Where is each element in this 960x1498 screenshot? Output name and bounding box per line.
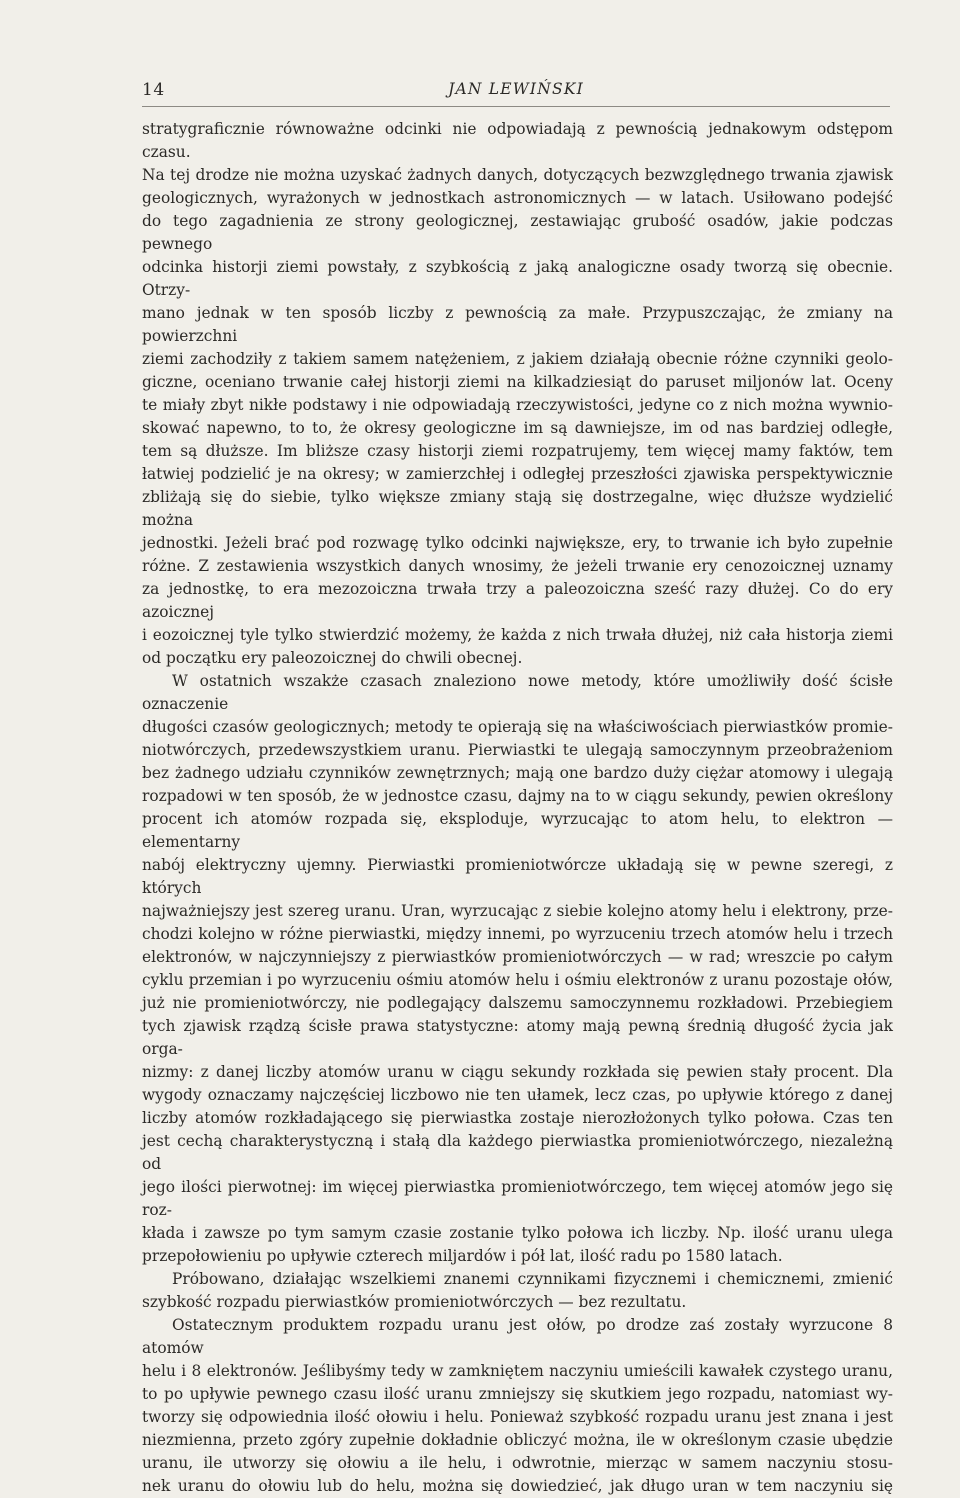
text-line: przepołowieniu po upływie czterech miljardów i pół lat, ilość radu po 1580 latach. [142, 1247, 783, 1265]
text-line: najważniejszy jest szereg uranu. Uran, wyrzucając z siebie kolejno atomy helu i elektrony, prze- [142, 902, 893, 920]
text-line: W ostatnich wszakże czasach znaleziono nowe metody, które umożliwiły dość ścisłe oznaczenie [142, 672, 893, 713]
text-line: Ostatecznym produktem rozpadu uranu jest ołów, po drodze zaś zostały wyrzucone 8 atomów [142, 1316, 893, 1357]
text-line: bez żadnego udziału czynników zewnętrznych; mają one bardzo duży ciężar atomowy i ulegają [142, 764, 893, 782]
text-line: jest cechą charakterystyczną i stałą dla każdego pierwiastka promieniotwórczego, niezależną od [142, 1132, 893, 1173]
text-line: ziemi zachodziły z takiem samem natężeniem, z jakiem działają obecnie różne czynniki geolo- [142, 350, 893, 368]
page-number: 14 [142, 80, 165, 100]
text-line: niezmienna, przeto zgóry zupełnie dokładnie obliczyć można, ile w określonym czasie ubędzie [142, 1431, 893, 1449]
text-line: rozpadowi w ten sposób, że w jednostce czasu, dajmy na to w ciągu sekundy, pewien określony [142, 787, 893, 805]
text-line: Próbowano, działając wszelkiemi znanemi czynnikami fizycznemi i chemicznemi, zmienić [172, 1270, 893, 1288]
text-line: od początku ery paleozoicznej do chwili obecnej. [142, 649, 523, 667]
text-line: wygody oznaczamy najczęściej liczbowo nie ten ułamek, lecz czas, po upływie którego z danej [142, 1086, 893, 1104]
text-line: skować napewno, to to, że okresy geologiczne im są dawniejsze, im od nas bardziej odległe, [142, 419, 893, 437]
text-line: za jednostkę, to era mezozoiczna trwała trzy a paleozoiczna sześć razy dłużej. Co do ery azoicznej [142, 580, 893, 621]
text-line: cyklu przemian i po wyrzuceniu ośmiu atomów helu i ośmiu elektronów z uranu pozostaje ołów, [142, 971, 893, 989]
text-line: uranu, ile utworzy się ołowiu a ile helu, i odwrotnie, mierząc w samem naczyniu stosu- [142, 1454, 893, 1472]
text-line: jednostki. Jeżeli brać pod rozwagę tylko odcinki największe, ery, to trwanie ich było zupełnie [142, 534, 893, 552]
text-line: jego ilości pierwotnej: im więcej pierwiastka promieniotwórczego, tem więcej atomów jego się roz- [142, 1178, 893, 1219]
text-line: mano jednak w ten sposób liczby z pewnością za małe. Przypuszczając, że zmiany na powierzchni [142, 304, 893, 345]
text-line: elektronów, w najczynniejszy z pierwiastków promieniotwórczych — w rad; wreszcie po całym [142, 948, 893, 966]
text-line: i eozoicznej tyle tylko stwierdzić możemy, że każda z nich trwała dłużej, niż cała historja ziemi [142, 626, 893, 644]
text-line: to po upływie pewnego czasu ilość uranu zmniejszy się skutkiem jego rozpadu, natomiast wy- [142, 1385, 893, 1403]
text-line: zbliżają się do siebie, tylko większe zmiany stają się dostrzegalne, więc dłuższe wydzielić można [142, 488, 893, 529]
text-line: łatwiej podzielić je na okresy; w zamierzchłej i odległej przeszłości zjawiska perspektywicznie [142, 465, 893, 483]
paragraph [142, 1314, 893, 1498]
text-line: Na tej drodze nie można uzyskać żadnych danych, dotyczących bezwzględnego trwania zjawisk [142, 166, 893, 184]
text-line: te miały zbyt nikłe podstawy i nie odpowiadają rzeczywistości, jedyne co z nich można wywnio- [142, 396, 893, 414]
text-line: nek uranu do ołowiu lub do helu, można się dowiedzieć, jak długo uran w tem naczyniu się [142, 1477, 893, 1495]
text-line: chodzi kolejno w różne pierwiastki, między innemi, po wyrzuceniu trzech atomów helu i trzech [142, 925, 893, 943]
paragraph [142, 1268, 893, 1314]
text-line: kłada i zawsze po tym samym czasie zostanie tylko połowa ich liczby. Np. ilość uranu ulega [142, 1224, 893, 1242]
text-line: do tego zagadnienia ze strony geologicznej, zestawiając grubość osadów, jakie podczas pewnego [142, 212, 893, 253]
text-line: liczby atomów rozkładającego się pierwiastka zostaje nierozłożonych tylko połowa. Czas ten [142, 1109, 893, 1127]
text-line: tworzy się odpowiednia ilość ołowiu i helu. Ponieważ szybkość rozpadu uranu jest znana i jest [142, 1408, 893, 1426]
text-line: szybkość rozpadu pierwiastków promieniotwórczych — bez rezultatu. [142, 1293, 687, 1311]
page-header [142, 78, 890, 107]
paragraph [142, 670, 893, 1268]
text-line: nizmy: z danej liczby atomów uranu w ciągu sekundy rozkłada się pewien stały procent. Dla [142, 1063, 893, 1081]
text-line: nabój elektryczny ujemny. Pierwiastki promieniotwórcze układają się w pewne szeregi, z których [142, 856, 893, 897]
text-line: stratygraficznie równoważne odcinki nie odpowiadają z pewnością jednakowym odstępom czasu. [142, 120, 893, 161]
text-line: procent ich atomów rozpada się, eksploduje, wyrzucając to atom helu, to elektron — elementarny [142, 810, 893, 851]
text-line: tych zjawisk rządzą ścisłe prawa statystyczne: atomy mają pewną średnią długość życia jak orga- [142, 1017, 893, 1058]
text-line: giczne, oceniano trwanie całej historji ziemi na kilkadziesiąt do paruset miljonów lat. Oceny [142, 373, 893, 391]
running-head-author: JAN LEWIŃSKI [448, 80, 584, 98]
text-line: tem są dłuższe. Im bliższe czasy historji ziemi rozpatrujemy, tem więcej mamy faktów, tem [142, 442, 893, 460]
paragraph [142, 118, 893, 670]
text-line: już nie promieniotwórczy, nie podlegający dalszemu samoczynnemu rozkładowi. Przebiegiem [142, 994, 893, 1012]
text-line: geologicznych, wyrażonych w jednostkach astronomicznych — w latach. Usiłowano podejść [142, 189, 893, 207]
text-line: niotwórczych, przedewszystkiem uranu. Pierwiastki te ulegają samoczynnym przeobrażeniom [142, 741, 893, 759]
body-text [142, 118, 893, 1498]
text-line: helu i 8 elektronów. Jeślibyśmy tedy w zamkniętem naczyniu umieścili kawałek czystego uranu, [142, 1362, 893, 1380]
text-line: różne. Z zestawienia wszystkich danych wnosimy, że jeżeli trwanie ery cenozoicznej uznamy [142, 557, 893, 575]
text-line: długości czasów geologicznych; metody te opierają się na właściwościach pierwiastków promie- [142, 718, 893, 736]
text-line: odcinka historji ziemi powstały, z szybkością z jaką analogiczne osady tworzą się obecnie. Otrzy- [142, 258, 893, 299]
